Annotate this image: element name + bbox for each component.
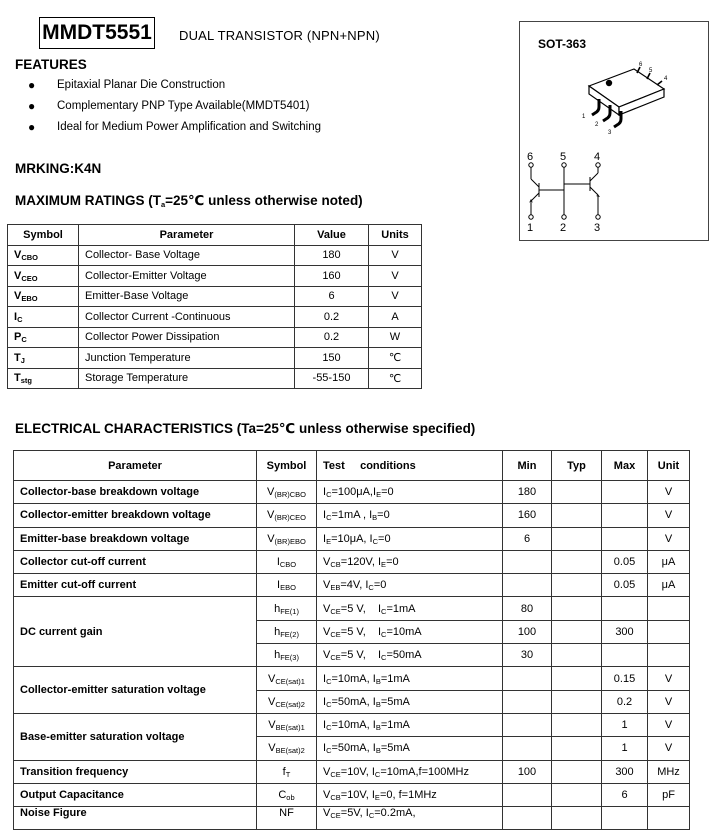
table-row: Tstg Storage Temperature -55-150 ℃ [8,368,422,389]
table-row: VBE(sat)2 IC=50mA, IB=5mA 1 V [14,737,690,760]
table-row: DC current gain hFE(1) VCE=5 V, IC=1mA 80 [14,597,690,620]
package-drawing [519,21,709,241]
bullet-icon: ● [28,78,36,92]
table-row: IC Collector Current -Continuous 0.2 A [8,307,422,328]
table-row: Collector-base breakdown voltage V(BR)CBO IC=100μA,IE=0 180 V [14,481,690,504]
table-row: Collector cut-off current ICBO VCB=120V, IE=0 0.05 μA [14,550,690,573]
table-row: hFE(2) VCE=5 V, IC=10mA 100 300 [14,620,690,643]
lead-label-2: 2 [595,122,599,128]
table-row: Base-emitter saturation voltage VBE(sat)1 IC=10mA, IB=1mA 1 V [14,713,690,736]
table-row: hFE(3) VCE=5 V, IC=50mA 30 [14,644,690,667]
bullet-icon: ● [28,99,36,113]
lead-label-3: 3 [608,130,612,136]
part-description: DUAL TRANSISTOR (NPN+NPN) [179,28,380,43]
features-heading: FEATURES [15,57,87,72]
pin-label-5: 5 [560,151,567,163]
pin-label-1: 1 [527,222,534,234]
pin-label-6: 6 [527,151,534,163]
feature-item: ● Epitaxial Planar Die Construction [28,75,321,96]
table-row: Output Capacitance Cob VCB=10V, IE=0, f=1MHz 6 pF [14,783,690,806]
symbol-cell: PC [8,327,79,348]
schematic-icon [529,163,600,219]
pin-label-3: 3 [594,222,601,234]
table-row: VCEO Collector-Emitter Voltage 160 V [8,266,422,287]
part-number-title: MMDT5551 [39,17,155,49]
features-list [28,75,321,138]
table-row: Transition frequency fT VCE=10V, IC=10mA,f=100MHz 100 300 MHz [14,760,690,783]
symbol-cell: VEBO [8,286,79,307]
table-row: PC Collector Power Dissipation 0.2 W [8,327,422,348]
table-row: Collector-emitter saturation voltage VCE(sat)1 IC=10mA, IB=1mA 0.15 V [14,667,690,690]
sot363-body-icon [589,67,664,127]
lead-label-1: 1 [582,114,586,120]
lead-label-6: 6 [639,62,643,68]
electrical-heading: ELECTRICAL CHARACTERISTICS (Ta=25℃ unless otherwise specified) [15,421,476,436]
symbol-cell: Tstg [8,368,79,389]
table-row: VCE(sat)2 IC=50mA, IB=5mA 0.2 V [14,690,690,713]
bullet-icon: ● [28,120,36,134]
package-label: SOT-363 [538,37,587,51]
feature-item: ● Ideal for Medium Power Amplification and Switching [28,117,321,138]
feature-item: ● Complementary PNP Type Available(MMDT5401) [28,96,321,117]
symbol-cell: IC [8,307,79,328]
table-header-row: Symbol Parameter Value Units [8,225,422,246]
table-row: Noise Figure NF VCE=5V, IC=0.2mA, [14,807,690,830]
symbol-cell: VCBO [8,245,79,266]
table-row: VEBO Emitter-Base Voltage 6 V [8,286,422,307]
lead-label-4: 4 [664,76,668,82]
table-row: Collector-emitter breakdown voltage V(BR)CEO IC=1mA , IB=0 160 V [14,504,690,527]
electrical-table [13,450,690,830]
pin-label-4: 4 [594,151,601,163]
table-header-row: Parameter Symbol Test conditions Min Typ Max Unit [14,451,690,481]
symbol-cell: VCEO [8,266,79,287]
table-row: Emitter-base breakdown voltage V(BR)EBO IE=10μA, IC=0 6 V [14,527,690,550]
table-row: Emitter cut-off current IEBO VEB=4V, IC=0 0.05 μA [14,574,690,597]
marking-code: MRKING:K4N [15,161,102,176]
max-ratings-heading: MAXIMUM RATINGS (Ta=25℃ unless otherwise noted) [15,193,363,209]
symbol-cell: TJ [8,348,79,369]
max-ratings-table [7,224,422,389]
lead-label-5: 5 [649,68,653,74]
table-row: VCBO Collector- Base Voltage 180 V [8,245,422,266]
pin-label-2: 2 [560,222,567,234]
table-row: TJ Junction Temperature 150 ℃ [8,348,422,369]
